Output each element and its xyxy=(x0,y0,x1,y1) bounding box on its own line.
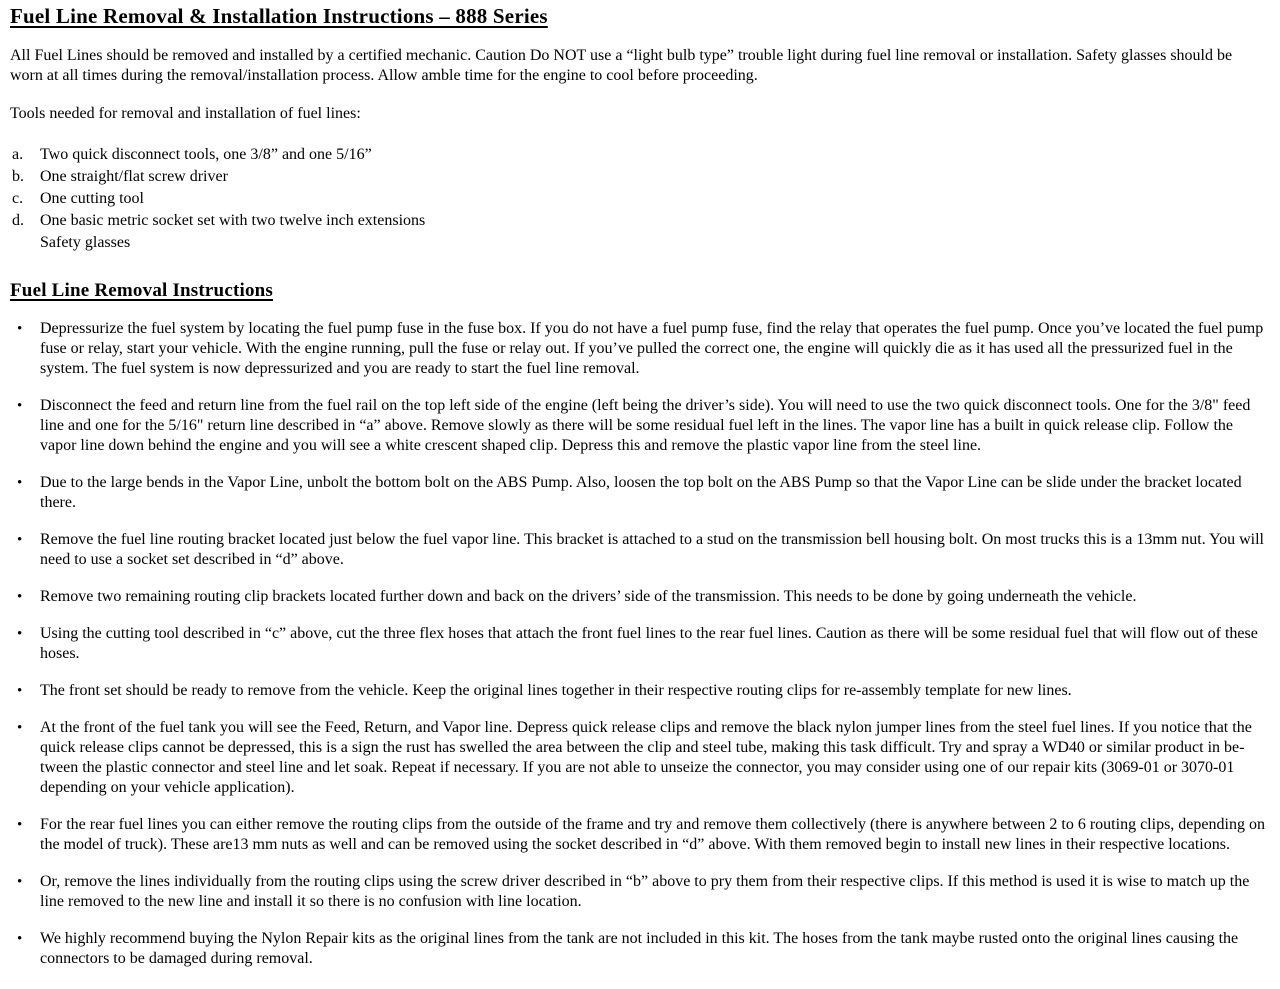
tool-list-item-text: One cutting tool xyxy=(40,190,144,207)
bullet-icon: • xyxy=(17,720,23,736)
tool-list-item xyxy=(10,210,1267,232)
bullet-item-text: Due to the large bends in the Vapor Line, unbolt the bottom bolt on the ABS Pump. Also, loosen the top bolt on the ABS Pump so that the Vapor Line can be slide under the bracket located there. xyxy=(40,474,1242,511)
bullet-icon: • xyxy=(17,398,23,414)
bullet-item xyxy=(10,815,1267,855)
bullet-item-text: For the rear fuel lines you can either remove the routing clips from the outside of the frame and try and remove them collectively (there is anywhere between 2 to 6 routing clips, depending on the model of truck). These are13 mm nuts as well and can be removed using the socket described in “d” above. With them removed begin to install new lines in their respective locations. xyxy=(40,816,1265,853)
bullet-item xyxy=(10,624,1267,664)
bullet-icon: • xyxy=(17,321,23,337)
list-marker: b. xyxy=(12,168,24,185)
bullet-item xyxy=(10,473,1267,513)
instruction-list xyxy=(10,319,1267,969)
bullet-item xyxy=(10,929,1267,969)
intro-paragraph: All Fuel Lines should be removed and installed by a certified mechanic. Caution Do NOT use a “light bulb type” trouble light during fuel line removal or installation. Safety glasses should be worn at all times during the removal/installation process. Allow amble time for the engine to cool before proceeding. xyxy=(10,47,1233,84)
section-heading xyxy=(10,279,1267,302)
section-heading-text: Fuel Line Removal Instructions xyxy=(10,280,274,301)
bullet-item xyxy=(10,681,1267,701)
tool-list-item xyxy=(10,232,1267,254)
tools-heading: Tools needed for removal and installation of fuel lines: xyxy=(10,105,361,122)
bullet-icon: • xyxy=(17,475,23,491)
list-marker: c. xyxy=(12,190,24,207)
bullet-icon: • xyxy=(17,817,23,833)
tools-list xyxy=(10,144,1267,254)
bullet-item-text: Remove two remaining routing clip brackets located further down and back on the drivers’ side of the transmission. This needs to be done by going underneath the vehicle. xyxy=(40,588,1137,605)
bullet-item-text: The front set should be ready to remove from the vehicle. Keep the original lines together in their respective routing clips for re-assembly template for new lines. xyxy=(40,682,1072,699)
bullet-item-text: Depressurize the fuel system by locating the fuel pump fuse in the fuse box. If you do not have a fuel pump fuse, find the relay that operates the fuel pump. Once you’ve located the fuel pump fuse or relay, start your vehicle. With the engine running, pull the fuse or relay out. If you’ve pulled the correct one, the engine will quickly die as it has used all the pressurized fuel in the system. The fuel system is now depressurized and you are ready to start the fuel line removal. xyxy=(40,320,1264,377)
bullet-item-text: Or, remove the lines individually from the routing clips using the screw driver described in “b” above to pry them from their respective clips. If this method is used it is wise to match up the line removed to the new line and install it so there is no confusion with line location. xyxy=(40,873,1250,910)
bullet-item xyxy=(10,872,1267,912)
tool-list-item-text: One straight/flat screw driver xyxy=(40,168,228,185)
bullet-item-text: Disconnect the feed and return line from the fuel rail on the top left side of the engine (left being the driver’s side). You will need to use the two quick disconnect tools. One for the 3/8" feed line and one for the 5/16" return line described in “a” above. Remove slowly as there will be some residual fuel left in the lines. The vapor line has a built in quick release clip. Follow the vapor line down behind the engine and you will see a white crescent shaped clip. Depress this and remove the plastic vapor line from the steel line. xyxy=(40,397,1251,454)
bullet-icon: • xyxy=(17,589,23,605)
list-marker: a. xyxy=(12,146,24,163)
bullet-item xyxy=(10,718,1267,798)
tool-list-item xyxy=(10,188,1267,210)
document-title xyxy=(10,4,1267,29)
bullet-item xyxy=(10,530,1267,570)
list-marker: d. xyxy=(12,212,24,229)
bullet-item-text: We highly recommend buying the Nylon Repair kits as the original lines from the tank are not included in this kit. The hoses from the tank maybe rusted onto the original lines causing the connectors to be damaged during removal. xyxy=(40,930,1239,967)
bullet-icon: • xyxy=(17,683,23,699)
tool-list-item-text: One basic metric socket set with two twelve inch extensions xyxy=(40,212,426,229)
tool-list-item xyxy=(10,166,1267,188)
tool-list-item-text: Safety glasses xyxy=(40,234,131,251)
document-title-text: Fuel Line Removal & Installation Instructions – 888 Series xyxy=(10,4,548,28)
list-marker xyxy=(10,232,40,254)
bullet-item xyxy=(10,587,1267,607)
bullet-item xyxy=(10,319,1267,379)
bullet-icon: • xyxy=(17,931,23,947)
bullet-icon: • xyxy=(17,532,23,548)
bullet-icon: • xyxy=(17,874,23,890)
tool-list-item xyxy=(10,144,1267,166)
tool-list-item-text: Two quick disconnect tools, one 3/8” and one 5/16” xyxy=(40,146,372,163)
bullet-item xyxy=(10,396,1267,456)
bullet-item-text: Using the cutting tool described in “c” above, cut the three flex hoses that attach the front fuel lines to the rear fuel lines. Caution as there will be some residual fuel that will flow out of these hoses. xyxy=(40,625,1258,662)
bullet-item-text: At the front of the fuel tank you will see the Feed, Return, and Vapor line. Depress quick release clips and remove the black nylon jumper lines from the steel fuel lines. If you notice that the quick release clips cannot be depressed, this is a sign the rust has swelled the area between the clip and steel tube, making this task difficult. Try and spray a WD40 or similar product in be-tween the plastic connector and steel line and let soak. Repeat if necessary. If you are not able to unseize the connector, you may consider using one of our repair kits (3069-01 or 3070-01 depending on your vehicle application). xyxy=(40,719,1252,796)
bullet-icon: • xyxy=(17,626,23,642)
bullet-item-text: Remove the fuel line routing bracket located just below the fuel vapor line. This bracket is attached to a stud on the transmission bell housing bolt. On most trucks this is a 13mm nut. You will need to use a socket set described in “d” above. xyxy=(40,531,1264,568)
